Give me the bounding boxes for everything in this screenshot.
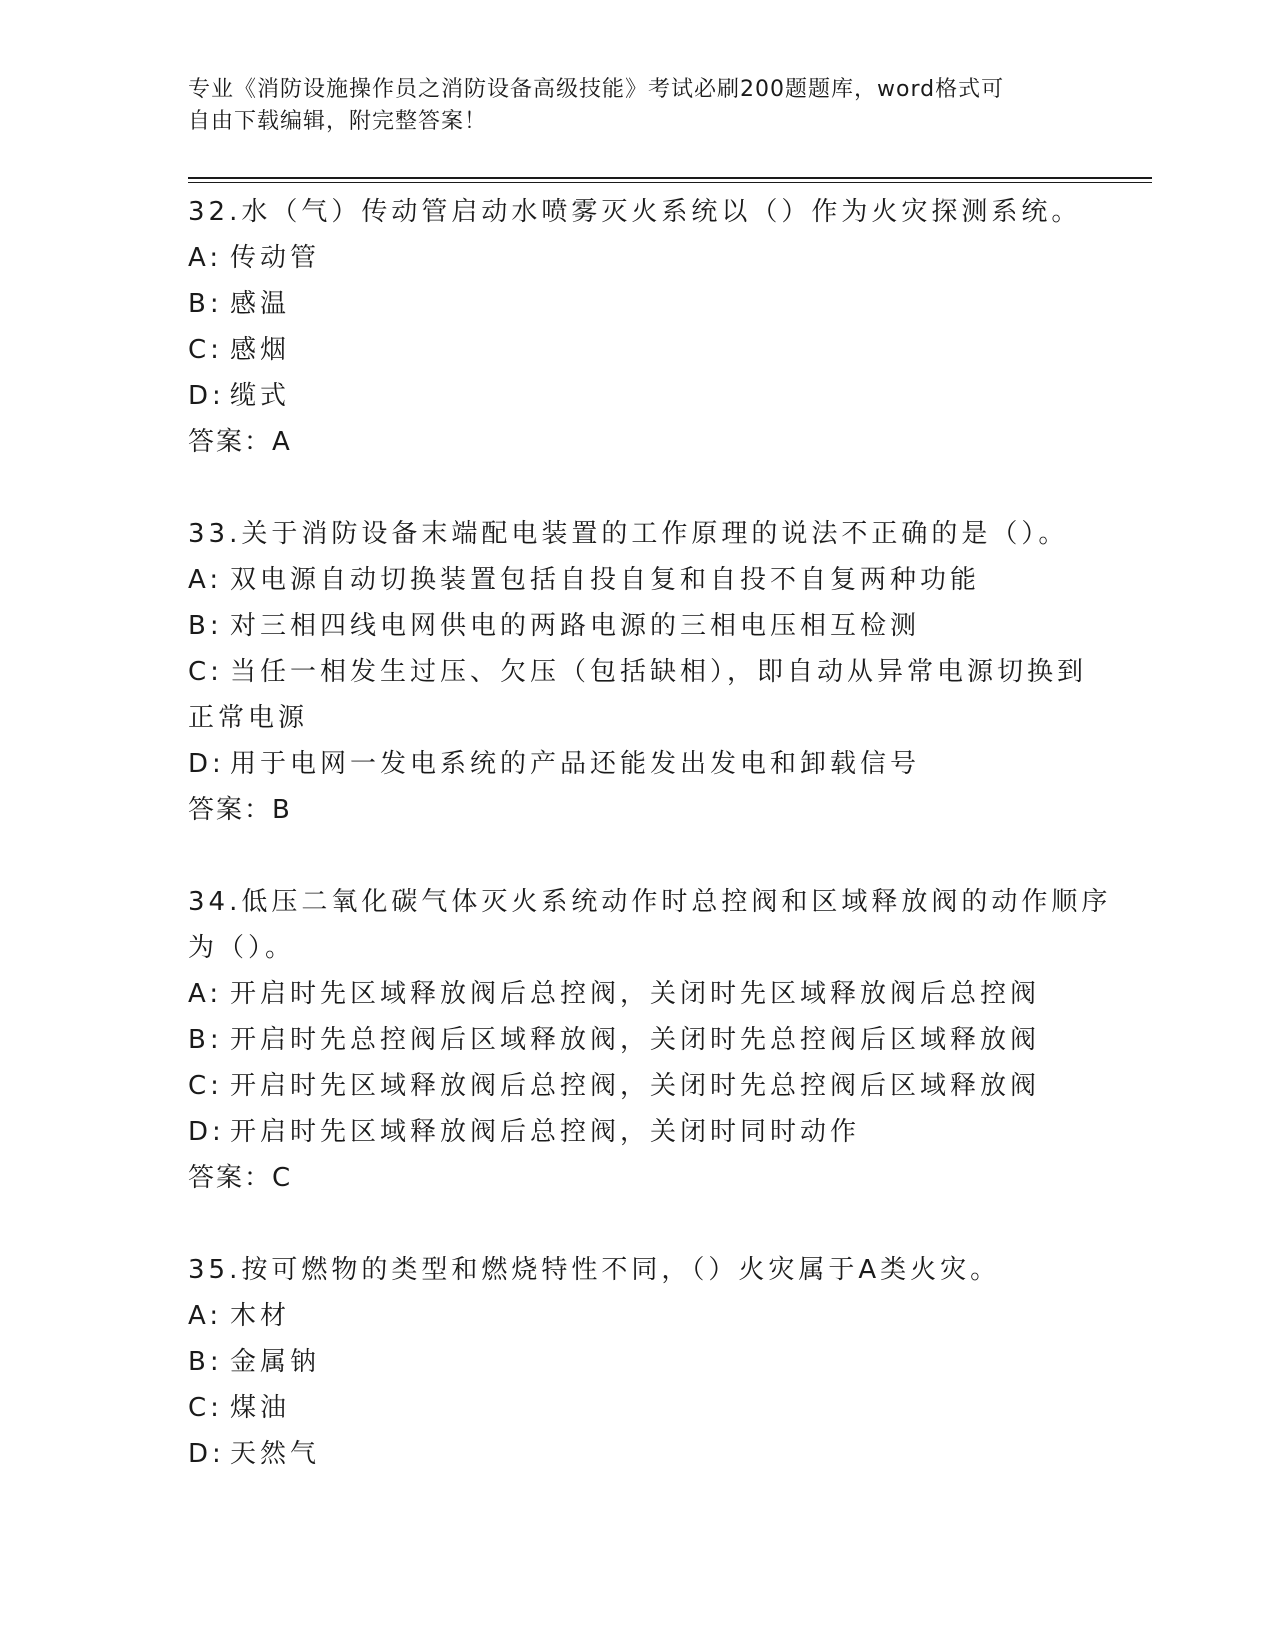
answer-line: 答案：B [188,795,292,825]
option-key: B: [188,1347,223,1377]
option-key: C: [188,335,223,365]
option-key: C: [188,1071,223,1101]
option-line [188,373,1088,419]
option-text: 正常电源 [188,703,309,733]
option-line [188,695,1088,741]
option-text: 感温 [230,289,291,319]
option-text: 感烟 [230,335,291,365]
option-text: 煤油 [230,1393,291,1423]
option-line [188,281,1088,327]
option-key: B: [188,289,223,319]
header-divider-thick [188,177,1152,179]
option-line [188,235,1088,281]
question-list [188,189,1112,1523]
option-text: 缆式 [230,381,291,411]
option-key: B: [188,611,223,641]
option-text: 金属钠 [230,1347,321,1377]
option-key: A: [188,565,223,595]
option-line [188,971,1088,1017]
header-line-2: 自由下载编辑，附完整答案！ [188,109,488,134]
option-key: C: [188,657,223,687]
option-text: 开启时先区域释放阀后总控阀，关闭时同时动作 [230,1117,861,1147]
header-line-1: 专业《消防设施操作员之消防设备高级技能》考试必刷200题题库，word格式可 [188,77,1005,102]
question-item [188,1247,1088,1477]
option-key: D: [188,1117,225,1147]
option-text: 开启时先区域释放阀后总控阀，关闭时先区域释放阀后总控阀 [230,979,1041,1009]
question-item [188,879,1112,1201]
option-key: D: [188,381,225,411]
option-key: A: [188,243,223,273]
question-stem: 32.水（气）传动管启动水喷雾灭火系统以（）作为火灾探测系统。 [188,197,1082,227]
option-line [188,1339,1088,1385]
option-line [188,741,1088,787]
option-text: 当任一相发生过压、欠压（包括缺相），即自动从异常电源切换到 [230,657,1088,687]
option-text: 传动管 [230,243,321,273]
option-line [188,557,1088,603]
document-header [188,74,1088,138]
option-key: A: [188,979,223,1009]
question-item [188,511,1088,833]
option-line [188,1017,1088,1063]
option-key: C: [188,1393,223,1423]
option-text: 天然气 [230,1439,321,1469]
option-text: 用于电网一发电系统的产品还能发出发电和卸载信号 [230,749,921,779]
question-stem: 34.低压二氧化碳气体灭火系统动作时总控阀和区域释放阀的动作顺序 [188,887,1112,917]
option-line [188,1109,1088,1155]
option-text: 开启时先区域释放阀后总控阀，关闭时先总控阀后区域释放阀 [230,1071,1041,1101]
header-divider-thin [188,182,1152,183]
question-stem: 33.关于消防设备末端配电装置的工作原理的说法不正确的是（）。 [188,519,1069,549]
option-key: D: [188,1439,225,1469]
option-text: 对三相四线电网供电的两路电源的三相电压相互检测 [230,611,921,641]
question-stem: 35.按可燃物的类型和燃烧特性不同，（）火灾属于A类火灾。 [188,1255,1001,1285]
answer-line: 答案：C [188,1163,293,1193]
option-line [188,1063,1088,1109]
option-line [188,1385,1088,1431]
option-line [188,1431,1088,1477]
option-key: B: [188,1025,223,1055]
question-item [188,189,1088,465]
option-line [188,1293,1088,1339]
question-stem: 为（）。 [188,933,296,963]
option-text: 木材 [230,1301,291,1331]
option-text: 双电源自动切换装置包括自投自复和自投不自复两种功能 [230,565,981,595]
option-line [188,327,1088,373]
option-line [188,603,1088,649]
option-key: A: [188,1301,223,1331]
option-text: 开启时先总控阀后区域释放阀，关闭时先总控阀后区域释放阀 [230,1025,1041,1055]
option-key: D: [188,749,225,779]
option-line [188,649,1088,695]
answer-line: 答案：A [188,427,292,457]
